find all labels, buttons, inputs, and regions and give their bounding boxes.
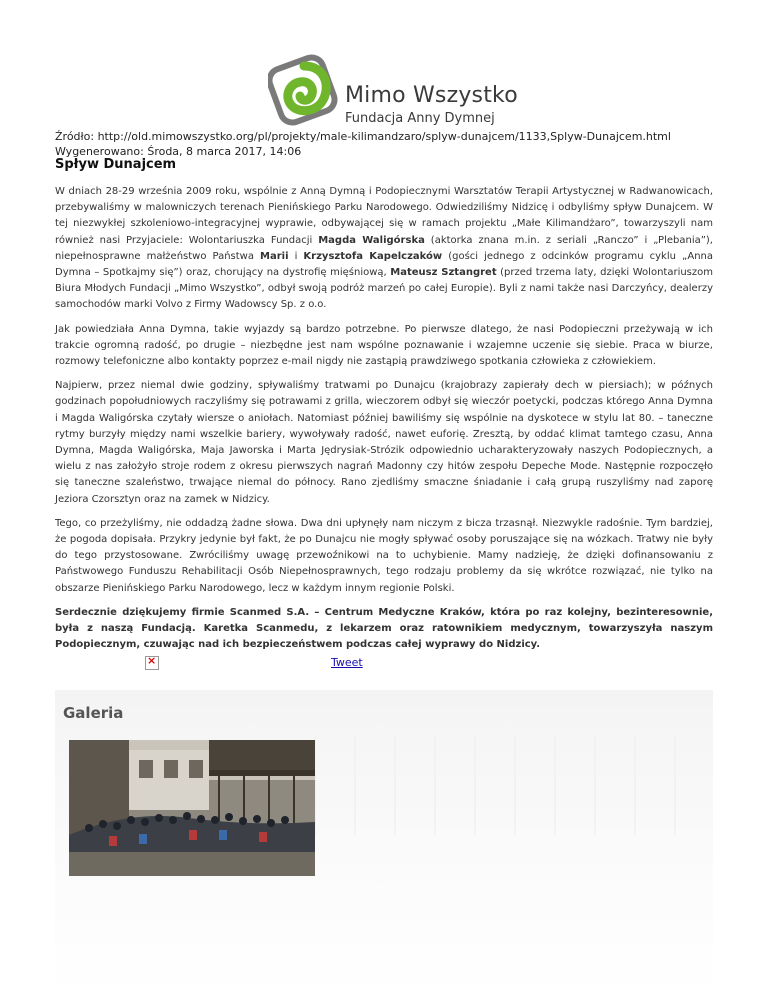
paragraph-4: Tego, co przeżyliśmy, nie oddadzą żadne słowa. Dwa dni upłynęły nam niczym z bicza trzasnął. Niezwykle radośnie. Tym bardziej, że pogoda dopisała. Przykry jedynie był fakt, że po Dunajcu nie mogły spływać osoby poruszające się na wózkach. Tratwy nie były do tego przystosowane. Zwróciliśmy uwagę przewoźnikowi na to uchybienie. Mamy nadzieję, że dzięki dofinansowaniu z Państwowego Funduszu Rehabilitacji Osób Niepełnosprawnych, tego rodzaju problemy da się wkrótce rozwiązać, nie tylko na obszarze Pienińskiego Parku Narodowego, lecz w każdym innym regionie Polski. (55, 517, 713, 594)
broken-image-icon[interactable]: × (145, 656, 159, 670)
gallery-title: Galeria (63, 704, 124, 722)
paragraph-1: W dniach 28-29 września 2009 roku, wspólnie z Anną Dymną i Podopiecznymi Warsztatów Terapii Artystycznej w Radwanowicach, przebywaliśmy w malowniczych terenach Pienińskiego Parku Narodowego. Odwiedziliśmy Nidzicę i odbyliśmy spływ Dunajcem. W tej niezwykłej szkoleniowo-integracyjnej wyprawie, odbywającej się w ramach projektu „Małe Kilimandżaro”, towarzyszyli nam również nasi Przyjaciele: Wolontariuszka Fundacji Magda Waligórska (aktorka znana m.in. z seriali „Ranczo” i „Plebania”), niepełnosprawne małżeństwo Państwa Marii i Krzysztofa Kapelczaków (gości jednego z odcinków programu cyklu „Anna Dymna – Spotkajmy się”) oraz, chorujący na dystrofię mięśniową, Mateusz Sztangret (przed trzema laty, dzięki Wolontariuszom Biura Młodych Fundacji „Mimo Wszystko”, odbył swoją podróż marzeń po całej Europie). Byli z nami także nasi Darczyńcy, dealerzy samochodów marki Volvo z Firmy Wadowscy Sp. z o.o. (55, 186, 714, 311)
source-url: Źródło: http://old.mimowszystko.org/pl/projekty/male-kilimandzaro/splyw-dunajcem/1133,Splyw-Dunajcem.html (55, 130, 671, 143)
article-title: Spływ Dunajcem (55, 157, 177, 172)
share-bar (145, 656, 645, 676)
thanks-paragraph: Serdecznie dziękujemy firmie Scanmed S.A. – Centrum Medyczne Kraków, która po raz kolejny, bezinteresownie, była z naszą Fundacją. Karetka Scanmedu, z lekarzem oraz ratownikiem medycznym, towarzyszyła naszym Podopiecznym, czuwając nad ich bezpieczeństwem podczas całej wyprawy do Nidzicy. (55, 606, 713, 651)
spiral-logo-icon[interactable] (268, 54, 340, 126)
print-meta (55, 129, 671, 159)
name-magda-waligorska: Magda Waligórska (318, 234, 425, 246)
tweet-link[interactable]: Tweet (331, 656, 363, 669)
paragraph-3: Najpierw, przez niemal dwie godziny, spływaliśmy tratwami po Dunajcu (krajobrazy zapierały dech w piersiach); w późnych godzinach popołudniowych raczyliśmy się potrawami z grilla, wieczorem odbył się wieczór poetycki, podczas którego Anna Dymna i Magda Waligórska czytały wiersze o aniołach. Natomiast później bawiliśmy się wspólnie na dyskotece w stylu lat 80. – taneczne rytmy burzyły między nami wszelkie bariery, wywoływały radość, nawet euforię. Zresztą, by oddać klimat tamtego czasu, Anna Dymna, Magda Waligórska, Maja Jaworska i Marta Jędrysiak-Strózik odpowiednio ucharakteryzowały naszych Podopiecznych, a wielu z nas założyło stroje rodem z okresu pierwszych nagrań Madonny czy hitów zespołu Depeche Mode. Następnie rozpoczęło się taneczne szaleństwo, trwające niemal do północy. Rano zjedliśmy smaczne śniadanie i całą grupą ruszyliśmy nad zaporę Jeziora Czorsztyn oraz na zamek w Nidzicy. (55, 380, 713, 505)
paragraph-2: Jak powiedziała Anna Dymna, takie wyjazdy są bardzo potrzebne. Po pierwsze dlatego, że nasi Podopieczni przeżywają w ich trakcie ogromną radość, po drugie – niezbędne jest nam wspólne poznawanie i wzajemne uczenie się siebie. Praca w biurze, rozmowy telefoniczne albo kontakty poprzez e-mail nigdy nie zastąpią prawdziwego spotkania człowieka z człowiekiem. (55, 323, 713, 368)
name-mateusz-sztangret: Mateusz Sztangret (390, 267, 497, 279)
generated-date: Wygenerowano: Środa, 8 marca 2017, 14:06 (55, 145, 302, 158)
brand-name: Mimo Wszystko (345, 83, 518, 108)
brand-subtitle: Fundacja Anny Dymnej (345, 111, 495, 126)
article-body (55, 184, 713, 661)
group-photo-icon[interactable] (69, 740, 315, 876)
gallery-section (55, 690, 713, 994)
name-krzysztofa-kapelczakow: Krzysztofa Kapelczaków (303, 250, 443, 262)
site-header (0, 50, 768, 132)
name-marii: Marii (260, 250, 289, 262)
